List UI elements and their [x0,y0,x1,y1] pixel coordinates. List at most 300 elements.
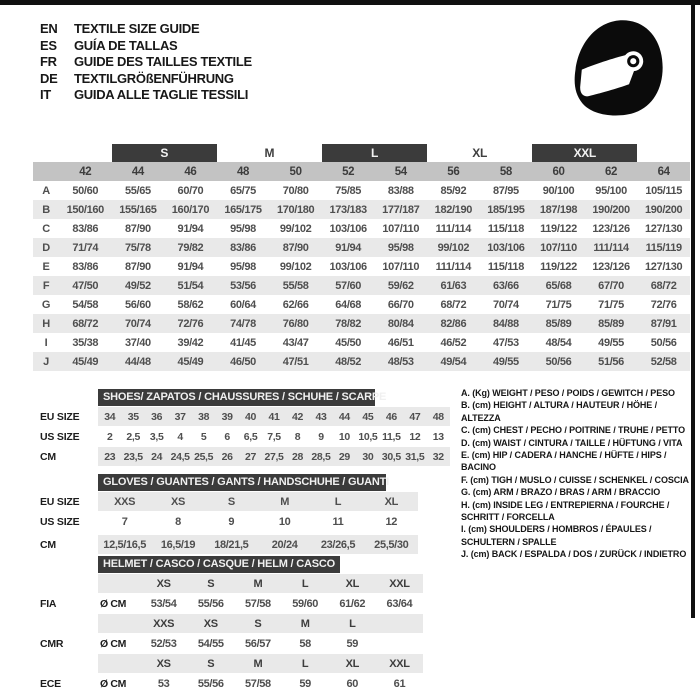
sub-value-cell: 31,5 [405,450,425,463]
measurement-cell: 95/98 [374,238,427,257]
measurement-row-label: E [42,260,50,273]
sub-value-cell: 12 [409,430,421,443]
sub-value-cell: 38 [198,410,210,423]
measurement-row [33,200,690,219]
sub-value-cell: XXS [114,495,136,508]
measurement-cell: 187/198 [532,200,585,219]
sub-value-cell: 9 [318,430,324,443]
helmet-value-row [40,594,423,613]
helmet-size-cell: M [253,577,263,590]
helmet-size-cell: S [207,657,215,670]
helmet-size-cell: XS [156,657,171,670]
size-group-spacer [637,144,690,162]
measurement-cell: 95/98 [230,260,256,273]
measurement-cell: 105/115 [645,184,683,197]
sub-row-values [98,535,418,554]
size-header-cell: 60 [532,162,585,181]
sub-value-cell: 2 [106,430,113,443]
measurement-cell: 85/89 [532,314,585,333]
helmet-value-cell: 52/53 [150,637,177,650]
sub-value-cell: 29 [338,450,350,463]
racing-helmet-icon [565,15,670,120]
measurement-cell: 49/54 [427,352,480,371]
measurement-cell: 46/50 [217,352,270,371]
sub-value-cell: 12,5/16,5 [103,538,147,551]
measurement-cell: 91/94 [177,260,204,273]
measurement-cell: 85/92 [440,184,467,197]
sub-value-cell: 11 [332,515,344,528]
sub-value-cell: 16,5/19 [160,538,196,551]
size-group-label: S [112,144,217,162]
sub-value-cell: 10 [278,515,291,528]
sub-row-values [98,427,450,446]
sub-value-cell: M [280,495,290,508]
sub-value-cell: 45 [362,410,374,423]
helmet-size-table [40,556,423,693]
guide-title: GUIDA ALLE TAGLIE TESSILI [74,87,249,103]
sub-value-cell: 23 [104,450,116,463]
helmet-value-cell: 54/55 [197,637,224,650]
helmet-size-cell: XL [345,657,359,670]
page-top-border [0,0,700,5]
measurement-cell: 54/58 [72,298,99,311]
guide-title: GUIDE DES TAILLES TEXTILE [74,54,252,70]
helmet-value-row [40,674,423,693]
helmet-value-cell: 57/58 [245,677,271,690]
sub-row-label: EU SIZE [40,410,80,423]
measurement-row [33,333,690,352]
sub-value-cell: 23/26,5 [320,538,356,551]
measurement-cell: 150/160 [59,200,112,219]
measurement-row [33,314,690,333]
helmet-size-cell: XS [156,577,171,590]
helmet-size-cell: M [300,617,310,630]
sub-value-cell: 26 [221,450,233,463]
sub-value-cell: 7 [121,515,128,528]
sub-row-values [98,512,418,531]
sub-value-cell: 44 [338,410,350,423]
helmet-value-cell: 61/62 [339,597,366,610]
measurement-legend [461,387,694,561]
helmet-size-cell: L [301,657,309,670]
measurement-cell: 51/56 [585,352,638,371]
sub-value-cell: XS [171,495,185,508]
sub-value-cell: 35 [127,410,139,423]
measurement-cell: 170/180 [269,200,322,219]
helmet-values [98,594,423,613]
sub-value-cell: 27 [245,450,257,463]
measurement-cell: 115/118 [487,260,524,273]
sub-value-cell: 8 [175,515,181,528]
legend-item: J. (cm) BACK / ESPALDA / DOS / ZURÜCK / INDIETRO [461,549,687,560]
helmet-size-cell: XS [203,617,218,630]
size-group-row [33,144,690,162]
sub-value-cell: 7,5 [267,430,281,443]
measurement-cell: 87/95 [493,184,519,197]
measurement-row [33,238,690,257]
sub-value-cell: 32 [432,450,444,463]
helmet-value-cell: 56/57 [245,637,271,650]
sub-value-cell: 37 [174,410,186,423]
measurement-cell: 190/200 [585,200,638,219]
measurement-cell: 79/82 [164,238,217,257]
diameter-unit-label: Ø CM [100,637,127,650]
measurement-cell: 35/38 [72,336,99,349]
measurement-cell: 83/88 [387,184,414,197]
size-header-cell: 64 [637,162,690,181]
sub-table-row [40,407,450,426]
measurement-cell: 68/72 [440,298,467,311]
measurement-cell: 70/80 [282,184,309,197]
measurement-cell: 59/62 [374,276,427,295]
measurement-cell: 48/53 [374,352,427,371]
sub-value-cell: 47 [409,410,421,423]
measurement-cell: 49/55 [480,352,533,371]
helmet-value-cell: 53/54 [150,597,177,610]
helmet-value-cell: 57/58 [245,597,271,610]
sub-table-row [40,427,450,446]
size-header-spacer [33,162,59,181]
helmet-size-row [40,574,423,593]
measurement-cell: 47/50 [59,276,112,295]
helmet-size-cell: XXL [389,577,410,590]
measurement-row [33,276,690,295]
language-code: DE [40,70,58,86]
helmet-size-row [40,614,423,633]
measurement-cell: 190/200 [637,200,690,219]
measurement-cell: 70/74 [493,298,519,311]
measurement-cell: 61/63 [427,276,480,295]
measurement-row-label: D [33,238,59,257]
measurement-cell: 103/106 [480,238,533,257]
size-header-cell: 46 [164,162,217,181]
measurement-cell: 115/119 [637,238,690,257]
measurement-cell: 123/126 [592,222,630,235]
measurement-row-label: I [44,336,48,349]
measurement-row-label: B [33,200,59,219]
legend-item: F. (cm) TIGH / MUSLO / CUISSE / SCHENKEL / COSCIA [461,474,689,485]
measurement-row [33,295,690,314]
helmet-value-cell: 60 [346,677,359,690]
sub-value-cell: 12 [385,515,398,528]
measurement-cell: 87/90 [124,222,151,235]
textile-size-table [33,144,690,371]
standard-label: FIA [40,597,57,610]
measurement-cell: 111/114 [585,238,638,257]
measurement-cell: 95/100 [595,184,627,197]
sub-value-cell: 28 [291,450,303,463]
measurement-cell: 99/102 [279,260,312,273]
language-row [40,54,252,71]
numeric-size-header-row [33,162,690,181]
measurement-cell: 87/90 [124,260,151,273]
sub-value-cell: 34 [104,410,116,423]
measurement-cell: 90/100 [542,184,575,197]
sub-value-cell: 27,5 [264,450,284,463]
guide-title: TEXTILGRÖßENFÜHRUNG [74,70,234,86]
sub-value-cell: 28,5 [311,450,331,463]
size-header-cell: 62 [585,162,638,181]
size-header-cell: 54 [374,162,427,181]
measurement-cell: 83/86 [72,222,99,235]
measurement-row [33,181,690,200]
helmet-value-cell: 61 [393,677,406,690]
measurement-cell: 103/106 [329,260,367,273]
sub-table-row [40,535,418,554]
measurement-cell: 111/114 [435,222,472,235]
size-header-cell: 58 [480,162,533,181]
sub-value-cell: 10 [338,430,350,443]
sub-value-cell: S [227,495,235,508]
measurement-cell: 99/102 [279,222,312,235]
measurement-cell: 46/52 [440,336,467,349]
measurement-cell: 177/187 [374,200,427,219]
legend-item: D. (cm) WAIST / CINTURA / TAILLE / HÜFTUNG / VITA [461,437,683,448]
sub-value-cell: 13 [432,430,444,443]
measurement-cell: 119/122 [540,260,577,273]
measurement-cell: 83/86 [72,260,99,273]
measurement-cell: 182/190 [427,200,480,219]
size-header-cell: 42 [59,162,112,181]
helmet-value-cell: 53 [157,677,170,690]
sub-value-cell: 46 [385,410,397,423]
size-header-cell: 52 [322,162,375,181]
helmet-value-cell: 59 [346,637,359,650]
measurement-cell: 82/86 [427,314,480,333]
measurement-cell: 91/94 [322,238,375,257]
measurement-cell: 55/65 [124,184,151,197]
measurement-cell: 71/75 [545,298,572,311]
legend-item: A. (Kg) WEIGHT / PESO / POIDS / GEWITCH / PESO [461,388,675,398]
sub-row-values [98,492,418,511]
measurement-cell: 84/88 [480,314,533,333]
legend-item: B. (cm) HEIGHT / ALTURA / HAUTEUR / HÖHE / ALTEZZA [461,400,657,423]
gloves-table-title: GLOVES / GUANTES / GANTS / HANDSCHUHE / GUANTI [98,474,386,491]
guide-title: GUÍA DE TALLAS [74,37,178,53]
sub-value-cell: 30,5 [381,450,401,463]
sub-value-cell: 18/21,5 [214,538,249,551]
sub-row-values [98,447,450,466]
language-title-list [40,21,252,104]
measurement-cell: 115/118 [487,222,524,235]
standard-label: ECE [40,677,61,690]
measurement-cell: 51/54 [164,276,217,295]
helmet-size-values [98,574,423,593]
measurement-cell: 72/76 [650,298,677,311]
legend-item: E. (cm) HIP / CADERA / HANCHE / HÜFTE / HIPS / BACINO [461,450,667,473]
size-group-spacer [33,144,112,162]
measurement-cell: 60/70 [177,184,204,197]
sub-value-cell: 43 [315,410,327,423]
sub-value-cell: 41 [268,410,280,423]
measurement-cell: 107/110 [382,260,420,273]
sub-value-cell: 8 [294,430,301,443]
measurement-row [33,352,690,371]
sub-row-label: US SIZE [40,515,80,528]
measurement-cell: 91/94 [177,222,204,235]
measurement-cell: 85/89 [585,314,638,333]
measurement-cell: 41/45 [230,336,256,349]
measurement-row-label: C [42,222,50,235]
measurement-cell: 67/70 [585,276,638,295]
sub-value-cell: L [334,495,342,508]
sub-value-cell: 36 [151,410,163,423]
size-group-label: M [217,144,322,162]
helmet-size-values [98,614,423,633]
measurement-cell: 107/110 [532,238,585,257]
sub-value-cell: 11,5 [382,430,401,443]
diameter-unit-label: Ø CM [100,597,127,610]
measurement-cell: 185/195 [480,200,533,219]
diameter-unit-label: Ø CM [100,677,127,690]
size-header-cell: 44 [112,162,165,181]
helmet-values [98,634,423,653]
size-group-label: XL [427,144,532,162]
measurement-cell: 46/51 [387,336,414,349]
measurement-cell: 103/106 [329,222,367,235]
helmet-value-row [40,634,423,653]
sub-row-values [98,407,450,426]
measurement-cell: 57/60 [322,276,375,295]
legend-item: C. (cm) CHEST / PECHO / POITRINE / TRUHE / PETTO [461,425,686,436]
helmet-size-cell: XXS [153,617,175,630]
measurement-cell: 119/122 [540,222,577,235]
measurement-cell: 83/86 [217,238,270,257]
measurement-cell: 62/66 [282,298,309,311]
sub-table-row [40,512,418,531]
measurement-cell: 111/114 [435,260,472,273]
measurement-cell: 63/66 [480,276,533,295]
legend-item: I. (cm) SHOULDERS / HOMBROS / ÉPAULES / SCHULTERN / SPALLE [461,524,652,547]
sub-value-cell: 42 [291,410,303,423]
measurement-cell: 95/98 [230,222,256,235]
sub-value-cell: 48 [432,410,444,423]
measurement-cell: 58/62 [177,298,204,311]
sub-value-cell: 4 [177,430,183,443]
measurement-cell: 56/60 [124,298,151,311]
helmet-size-row [40,654,423,673]
helmet-value-cell: 63/64 [386,597,413,610]
measurement-cell: 87/91 [637,314,690,333]
measurement-cell: 65/68 [532,276,585,295]
measurement-cell: 76/80 [269,314,322,333]
measurement-cell: 45/50 [335,336,362,349]
sub-value-cell: 9 [228,515,235,528]
sub-value-cell: 20/24 [271,538,298,551]
measurement-cell: 87/90 [269,238,322,257]
measurement-cell: 127/130 [645,260,683,273]
measurement-cell: 64/68 [335,298,362,311]
language-row [40,38,252,55]
sub-value-cell: 10,5 [358,430,378,443]
measurement-cell: 50/56 [532,352,585,371]
measurement-cell: 68/72 [59,314,112,333]
sub-value-cell: 30 [362,450,374,463]
sub-value-cell: 39 [221,410,233,423]
shoes-size-table [40,389,450,466]
sub-row-label: US SIZE [40,430,80,443]
helmet-value-cell: 59 [299,677,311,690]
measurement-cell: 173/183 [322,200,375,219]
helmet-size-cell: S [254,617,262,630]
helmet-value-cell: 58 [299,637,311,650]
helmet-table-title: HELMET / CASCO / CASQUE / HELM / CASCO [98,556,340,573]
measurement-cell: 75/85 [335,184,362,197]
helmet-value-cell: 59/60 [292,597,318,610]
measurement-cell: 52/58 [637,352,690,371]
sub-row-label: CM [40,538,56,551]
measurement-cell: 107/110 [382,222,420,235]
sub-row-label: CM [40,450,56,463]
helmet-size-cell: XL [345,577,359,590]
sub-value-cell: 23,5 [123,450,143,463]
legend-item: H. (cm) INSIDE LEG / ENTREPIERNA / FOURCHE / SCHRITT / FORCELLA [461,499,670,523]
sub-value-cell: 5 [200,430,207,443]
measurement-cell: 155/165 [112,200,165,219]
language-row [40,21,252,38]
measurement-cell: 53/56 [217,276,270,295]
legend-item: G. (cm) ARM / BRAZO / BRAS / ARM / BRACCIO [461,487,661,498]
sub-value-cell: 6 [224,430,230,443]
measurement-cell: 60/64 [230,298,256,311]
sub-table-row [40,492,418,511]
measurement-row-label: A [42,184,50,197]
measurement-cell: 74/78 [217,314,270,333]
measurement-cell: 165/175 [217,200,270,219]
helmet-size-values [98,654,423,673]
measurement-cell: 47/53 [493,336,519,349]
language-code: ES [40,37,57,53]
size-header-cell: 50 [269,162,322,181]
measurement-cell: 43/47 [282,336,309,349]
sub-value-cell: 24 [151,450,163,463]
sub-value-cell: 2,5 [126,430,140,443]
measurement-cell: 45/49 [164,352,217,371]
measurement-cell: 68/72 [637,276,690,295]
measurement-row-label: F [33,276,59,295]
measurement-cell: 78/82 [322,314,375,333]
measurement-cell: 44/48 [112,352,165,371]
measurement-cell: 99/102 [427,238,480,257]
shoes-table-title: SHOES/ ZAPATOS / CHAUSSURES / SCHUHE / SCARPE [98,389,375,406]
helmet-value-cell: 55/56 [197,677,224,690]
helmet-values [98,674,423,693]
sub-value-cell: 3,5 [149,430,164,443]
language-code: IT [40,87,51,103]
language-code: FR [40,54,57,70]
helmet-size-cell: M [253,657,263,670]
measurement-cell: 45/49 [59,352,112,371]
measurement-cell: 123/126 [592,260,630,273]
helmet-size-cell: L [349,617,356,630]
measurement-cell: 75/78 [112,238,165,257]
measurement-cell: 37/40 [124,336,151,349]
measurement-cell: 71/75 [598,298,624,311]
measurement-row [33,257,690,276]
language-code: EN [40,21,58,36]
measurement-cell: 160/170 [164,200,217,219]
helmet-value-cell: 55/56 [197,597,224,610]
size-group-label: XXL [532,144,637,162]
measurement-cell: 48/52 [322,352,375,371]
measurement-cell: 49/55 [598,336,624,349]
sub-value-cell: 6,5 [243,430,258,443]
sub-value-cell: 40 [245,410,257,423]
measurement-cell: 70/74 [112,314,165,333]
size-group-label: L [322,144,427,162]
measurement-cell: 50/56 [650,336,677,349]
guide-title: TEXTILE SIZE GUIDE [74,21,200,36]
